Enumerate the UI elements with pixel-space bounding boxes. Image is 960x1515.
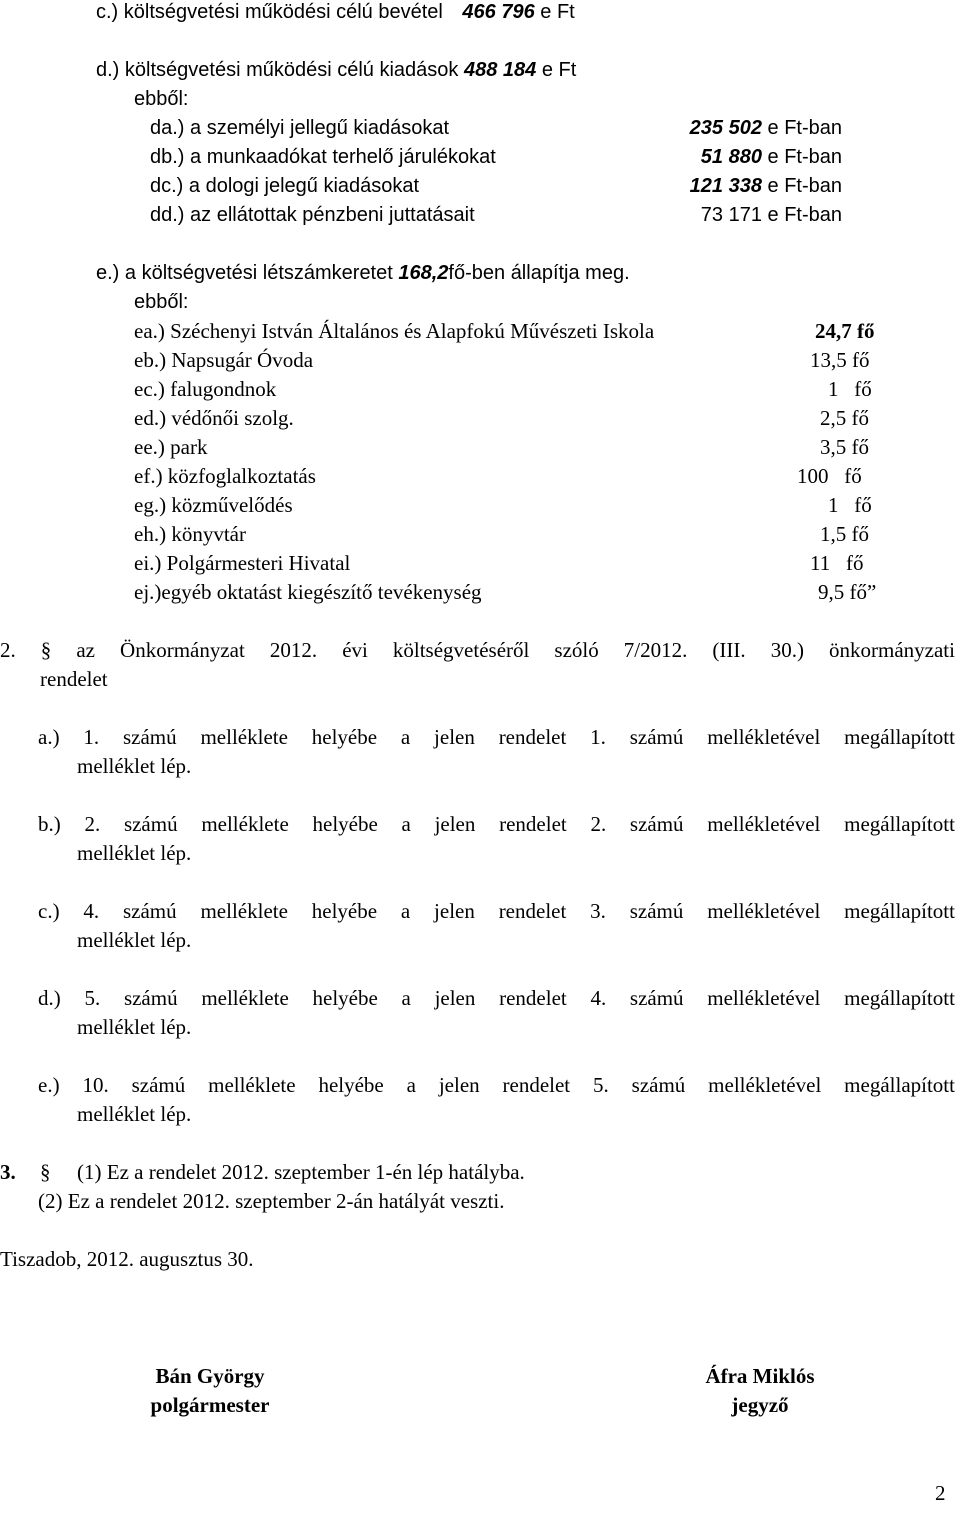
headcount-item-value: 1 fő	[828, 493, 872, 517]
word: 5.	[84, 986, 101, 1010]
revenue-line	[96, 2, 575, 22]
word: 2.	[590, 812, 607, 836]
headcount-item-value: 100 fő	[797, 464, 862, 488]
expenditure-item-unit: e Ft-ban	[767, 117, 842, 139]
word: megállapított	[844, 1073, 955, 1097]
effective-date-paragraph: (1) Ez a rendelet 2012. szeptember 1-én lép hatályba.	[77, 1160, 525, 1184]
annex-item-line	[38, 988, 955, 1009]
word: a	[400, 899, 411, 923]
expenditure-item-amount: 121 338	[689, 175, 762, 197]
word: 4.	[83, 899, 100, 923]
notary-title: jegyző	[731, 1393, 789, 1417]
headcount-item-label: ec.) falugondnok	[134, 377, 277, 401]
word: melléklete	[200, 899, 288, 923]
word: számú	[629, 899, 684, 923]
word: e.)	[38, 1073, 60, 1097]
expenditure-ebbol: ebből:	[134, 88, 189, 110]
word: számú	[631, 1073, 686, 1097]
word: rendelet	[498, 725, 567, 749]
expenditure-amount: 488 184	[463, 59, 537, 81]
heading-word: 2012.	[269, 638, 318, 662]
expenditure-label: d.) költségvetési működési célú kiadások	[96, 59, 459, 81]
word: számú	[131, 1073, 186, 1097]
heading-word: az	[76, 638, 95, 662]
headcount-item-value: 3,5 fő	[820, 435, 869, 459]
heading-word: (III.	[712, 638, 746, 662]
word: jelen	[434, 725, 475, 749]
expenditure-item-label: dd.) az ellátottak pénzbeni juttatásait	[150, 204, 475, 226]
heading-word: 2.	[0, 638, 16, 662]
word: melléklete	[201, 812, 289, 836]
word: számú	[629, 812, 684, 836]
heading-word: önkormányzati	[829, 638, 955, 662]
place-date: Tiszadob, 2012. augusztus 30.	[0, 1247, 254, 1271]
annex-item-cont: melléklet lép.	[77, 1015, 192, 1039]
headcount-item-value: 1,5 fő	[820, 522, 869, 546]
page-number: 2	[935, 1481, 946, 1505]
headcount-item-label: eh.) könyvtár	[134, 522, 246, 546]
expenditure-item-value	[690, 176, 842, 196]
heading-word: évi	[342, 638, 368, 662]
revenue-label: c.) költségvetési működési célú bevétel	[96, 1, 443, 23]
word: megállapított	[844, 986, 955, 1010]
section-3-number: 3.	[0, 1160, 16, 1184]
expenditure-item-value	[690, 118, 842, 138]
word: 5.	[593, 1073, 609, 1097]
word: a	[406, 1073, 416, 1097]
expenditure-line	[96, 60, 576, 80]
word: mellékletével	[707, 725, 821, 749]
word: 10.	[82, 1073, 109, 1097]
word: 1.	[83, 725, 100, 749]
heading-word: költségvetéséről	[392, 638, 530, 662]
word: mellékletével	[707, 986, 821, 1010]
expenditure-item-label: da.) a személyi jellegű kiadásokat	[150, 117, 450, 139]
headcount-item-label: ed.) védőnői szolg.	[134, 406, 294, 430]
annex-item-cont: melléklet lép.	[77, 841, 192, 865]
heading-word: 30.)	[770, 638, 804, 662]
expenditure-item-amount: 235 502	[689, 117, 762, 139]
word: rendelet	[498, 899, 567, 923]
paragraph-sign: §	[40, 1160, 51, 1184]
revenue-unit: e Ft	[540, 1, 575, 23]
heading-word: szóló	[554, 638, 599, 662]
word: d.)	[38, 986, 61, 1010]
word: rendelet	[499, 812, 567, 836]
word: a.)	[38, 725, 60, 749]
heading-word: Önkormányzat	[120, 638, 245, 662]
headcount-item-value: 13,5 fő	[810, 348, 870, 372]
headcount-line	[96, 263, 630, 283]
expenditure-item-value	[701, 147, 842, 167]
annex-item-line	[38, 814, 955, 835]
word: jelen	[434, 899, 475, 923]
word: a	[400, 725, 411, 749]
headcount-prefix: e.) a költségvetési létszámkeretet	[96, 262, 393, 284]
headcount-item-label: eg.) közművelődés	[134, 493, 293, 517]
mayor-name: Bán György	[155, 1364, 265, 1388]
headcount-item-value: 9,5 fő”	[818, 580, 877, 604]
headcount-item-value: 24,7 fő	[815, 319, 875, 343]
expenditure-item-amount: 51 880	[700, 146, 762, 168]
word: melléklete	[208, 1073, 296, 1097]
section-2-heading-cont: rendelet	[40, 667, 108, 691]
headcount-item-value: 11 fő	[810, 551, 864, 575]
expenditure-item-label: db.) a munkaadókat terhelő járulékokat	[150, 146, 496, 168]
word: helyébe	[311, 899, 378, 923]
notary-name: Áfra Miklós	[705, 1364, 815, 1388]
word: b.)	[38, 812, 61, 836]
word: helyébe	[312, 812, 378, 836]
headcount-item-label: eb.) Napsugár Óvoda	[134, 348, 314, 372]
word: megállapított	[844, 812, 955, 836]
word: helyébe	[312, 986, 378, 1010]
annex-item-line	[38, 727, 955, 748]
word: jelen	[434, 812, 476, 836]
word: megállapított	[844, 725, 955, 749]
word: 1.	[590, 725, 606, 749]
word: rendelet	[499, 986, 567, 1010]
word: számú	[629, 986, 684, 1010]
paragraph-sign: §	[40, 638, 52, 662]
word: melléklete	[200, 725, 288, 749]
word: 4.	[590, 986, 607, 1010]
word: 2.	[84, 812, 101, 836]
word: helyébe	[318, 1073, 384, 1097]
heading-word: 7/2012.	[623, 638, 688, 662]
word: a	[401, 812, 411, 836]
word: számú	[123, 986, 178, 1010]
expenditure-item-label: dc.) a dologi jelegű kiadásokat	[150, 175, 420, 197]
word: jelen	[434, 986, 476, 1010]
headcount-ebbol: ebből:	[134, 291, 189, 313]
word: a	[401, 986, 411, 1010]
expiry-date-paragraph: (2) Ez a rendelet 2012. szeptember 2-án hatályát veszti.	[38, 1189, 505, 1213]
word: számú	[122, 899, 177, 923]
mayor-title: polgármester	[150, 1393, 270, 1417]
headcount-suffix: fő-ben állapítja meg.	[448, 262, 630, 284]
word: mellékletével	[707, 812, 821, 836]
word: mellékletével	[707, 899, 821, 923]
revenue-amount: 466 796	[462, 1, 535, 23]
headcount-item-value: 2,5 fő	[820, 406, 869, 430]
word: számú	[122, 725, 177, 749]
headcount-item-label: ee.) park	[134, 435, 208, 459]
headcount-amount: 168,2	[398, 262, 449, 284]
headcount-item-label: ej.)egyéb oktatást kiegészítő tevékenység	[134, 580, 482, 604]
word: rendelet	[502, 1073, 571, 1097]
annex-item-cont: melléklet lép.	[77, 928, 192, 952]
annex-item-cont: melléklet lép.	[77, 754, 192, 778]
word: megállapított	[844, 899, 955, 923]
word: jelen	[438, 1073, 480, 1097]
annex-item-line	[38, 901, 955, 922]
headcount-item-value: 1 fő	[828, 377, 872, 401]
word: mellékletével	[708, 1073, 822, 1097]
word: melléklete	[201, 986, 289, 1010]
expenditure-unit: e Ft	[541, 59, 577, 81]
expenditure-item-unit: e Ft-ban	[767, 146, 842, 168]
expenditure-item-value: 73 171 e Ft-ban	[700, 204, 842, 226]
headcount-item-label: ef.) közfoglalkoztatás	[134, 464, 316, 488]
word: 3.	[590, 899, 606, 923]
annex-item-cont: melléklet lép.	[77, 1102, 192, 1126]
word: számú	[629, 725, 684, 749]
word: c.)	[38, 899, 60, 923]
word: számú	[123, 812, 178, 836]
annex-item-line	[38, 1075, 955, 1096]
expenditure-item-unit: e Ft-ban	[767, 175, 842, 197]
section-2-heading	[0, 640, 955, 661]
headcount-item-label: ei.) Polgármesteri Hivatal	[134, 551, 351, 575]
headcount-item-label: ea.) Széchenyi István Általános és Alapfokú Művészeti Iskola	[134, 319, 655, 343]
word: helyébe	[311, 725, 378, 749]
